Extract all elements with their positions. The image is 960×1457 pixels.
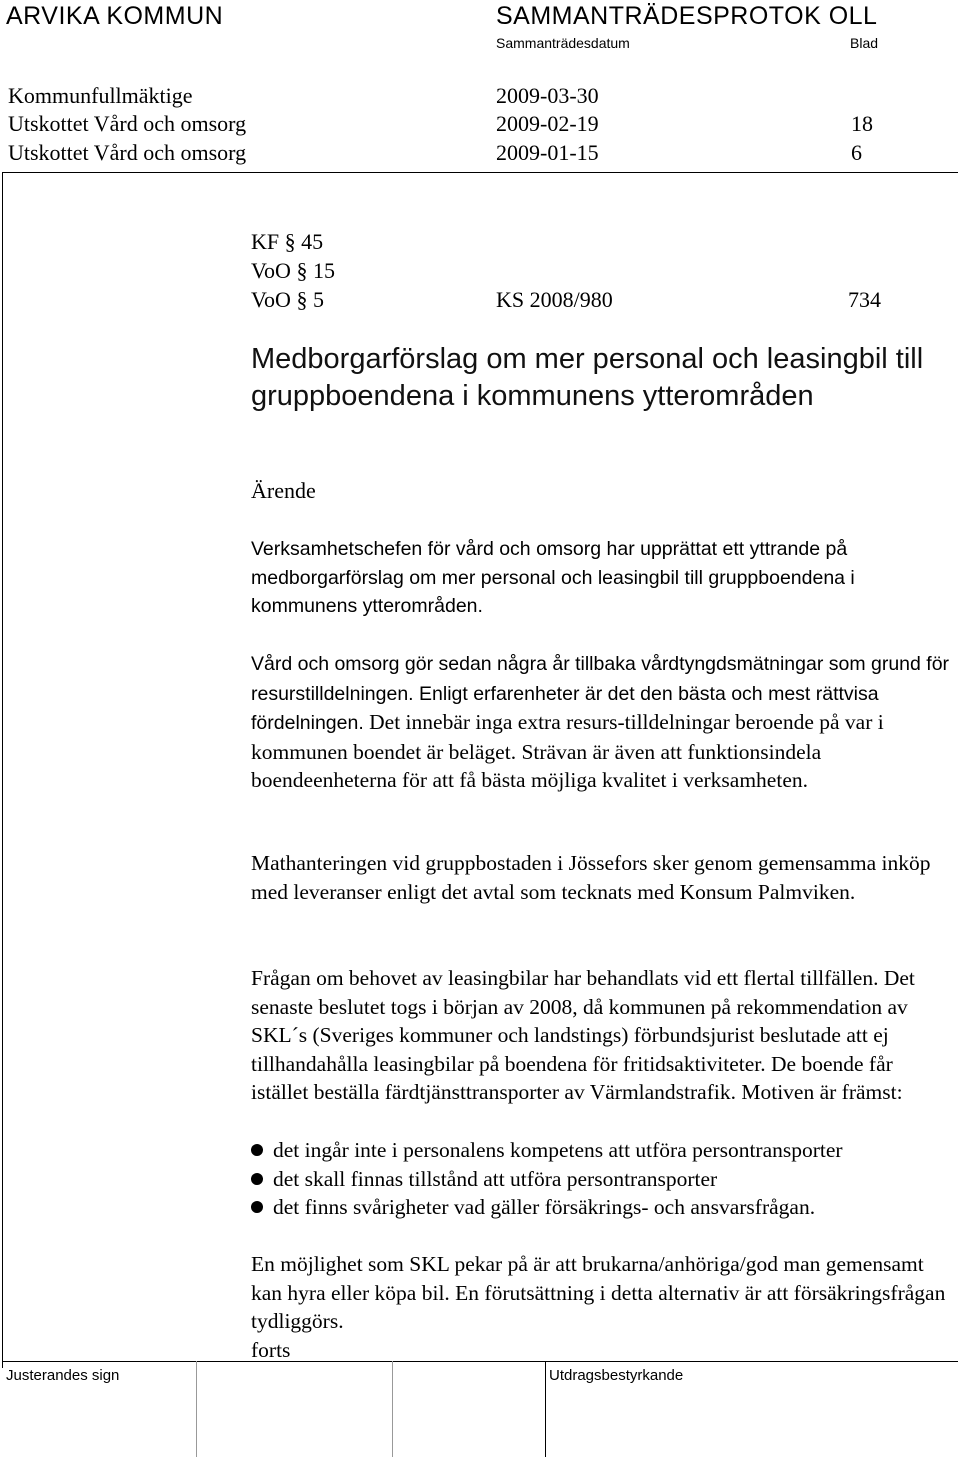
bullet-icon xyxy=(251,1144,263,1156)
list-item-text: det skall finnas tillstånd att utföra persontransporter xyxy=(273,1166,718,1191)
meeting-date-label: Sammanträdesdatum xyxy=(496,35,630,51)
meeting-date: 2009-01-15 xyxy=(496,140,599,165)
meeting-page: 18 xyxy=(851,111,873,136)
paragraph-ref: VoO § 5 xyxy=(251,287,324,312)
meeting-row xyxy=(8,110,908,138)
body-paragraph xyxy=(251,649,951,795)
body-sentence: Enligt erfarenheter är det den bästa och mest rättvisa fördelningen. xyxy=(251,682,879,735)
meeting-row xyxy=(8,139,908,167)
document-type: SAMMANTRÄDESPROTOK OLL xyxy=(496,2,878,30)
document-title: Medborgarförslag om mer personal och leasingbil till gruppboendena i kommunens ytterområden xyxy=(251,343,924,412)
footer-divider xyxy=(2,1361,958,1362)
signature-box-divider xyxy=(392,1361,393,1457)
bullet-icon xyxy=(251,1201,263,1213)
signature-label: Justerandes sign xyxy=(6,1367,120,1384)
case-number: KS 2008/980 xyxy=(496,287,613,312)
certification-label: Utdragsbestyrkande xyxy=(549,1367,684,1384)
signature-box-divider xyxy=(545,1361,546,1457)
list-item xyxy=(251,1193,951,1222)
body-paragraph: En möjlighet som SKL pekar på är att brukarna/anhöriga/god man gemensamt kan hyra eller köpa bil. En förutsättning i detta alternativ är att försäkringsfrågan tydliggörs. xyxy=(251,1252,946,1334)
body-sentence: Vård och omsorg gör sedan några år tillbaka vårdtyngdsmätningar som grund för resurstilldelningen. xyxy=(251,653,950,705)
list-item-text: det finns svårigheter vad gäller försäkrings- och ansvarsfrågan. xyxy=(273,1195,816,1220)
meeting-body: Kommunfullmäktige xyxy=(8,83,193,108)
section-heading: Ärende xyxy=(251,478,316,503)
paragraph-ref: KF § 45 xyxy=(251,229,324,254)
body-paragraph: Verksamhetschefen för vård och omsorg har upprättat ett yttrande på medborgarförslag om mer personal och leasingbil till gruppboendena i kommunens ytterområden. xyxy=(251,538,855,618)
body-paragraph: Frågan om behovet av leasingbilar har behandlats vid ett flertal tillfällen. Det senaste beslutet togs i början av 2008, då kommunen på rekommendation av SKL´s (Sveriges kommuner och landstings) förbundsjurist beslutade att ej tillhandahålla leasingbilar på boendena för fritidsaktiviteter. De boende får istället beställa färdtjänsttransporter av Värmlandstrafik. Motiven är främst: xyxy=(251,966,915,1105)
paragraph-ref-row xyxy=(251,257,891,285)
paragraph-ref-row xyxy=(251,228,891,256)
paragraph-ref: VoO § 15 xyxy=(251,258,335,283)
meeting-date: 2009-02-19 xyxy=(496,111,599,136)
continuation-note: forts xyxy=(251,1338,291,1362)
body-sentence: Det innebär inga extra resurs-tilldelningar beroende på var i kommunen boendet är beläget. xyxy=(251,710,884,764)
meeting-row xyxy=(8,82,908,110)
bullet-list xyxy=(251,1136,951,1222)
meeting-body: Utskottet Vård och omsorg xyxy=(8,140,247,165)
meeting-body: Utskottet Vård och omsorg xyxy=(8,111,247,136)
list-item xyxy=(251,1165,951,1194)
frame-divider xyxy=(2,172,958,173)
municipality-name: ARVIKA KOMMUN xyxy=(6,2,224,30)
document-number: 734 xyxy=(848,287,881,312)
body-paragraph: Mathanteringen vid gruppbostaden i Jössefors sker genom gemensamma inköp med leveranser enligt det avtal som tecknats med Konsum Palmviken. xyxy=(251,851,931,904)
page-label: Blad xyxy=(850,35,879,51)
meeting-page: 6 xyxy=(851,140,862,165)
bullet-icon xyxy=(251,1173,263,1185)
frame-margin-line xyxy=(2,172,3,1368)
signature-box-divider xyxy=(196,1361,197,1457)
list-item xyxy=(251,1136,951,1165)
list-item-text: det ingår inte i personalens kompetens att utföra persontransporter xyxy=(273,1138,843,1162)
paragraph-ref-row xyxy=(251,286,891,314)
meeting-date: 2009-03-30 xyxy=(496,83,599,108)
body-sentence: Strävan är även att funktionsindela boendeenheterna för att få bästa möjliga kvalitet i verksamheten. xyxy=(251,739,822,793)
